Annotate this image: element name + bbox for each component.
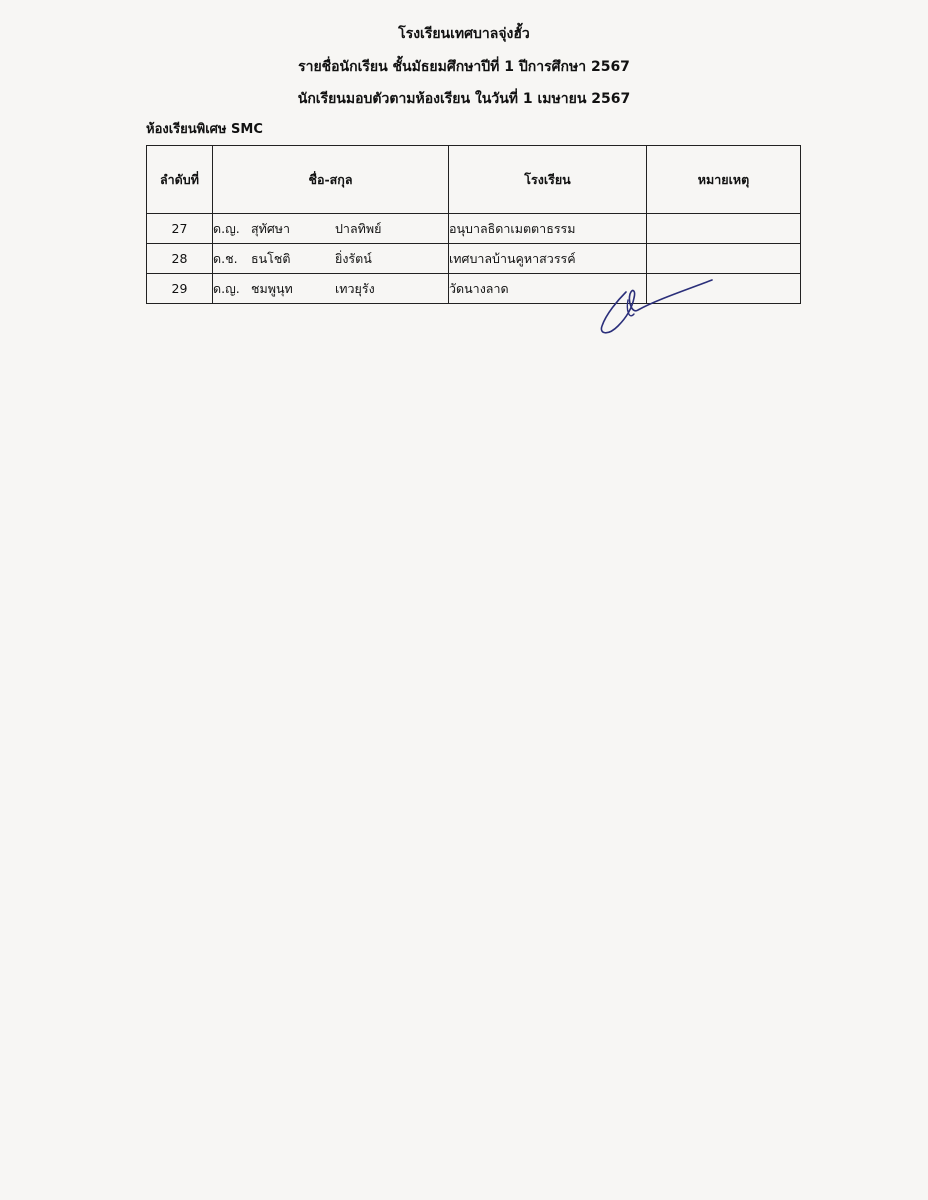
last-name: ปาลทิพย์ <box>335 220 382 236</box>
handwritten-signature <box>596 270 718 340</box>
cell-school: วัดนางลาด <box>449 274 647 304</box>
cell-no: 28 <box>147 244 213 274</box>
table-row <box>147 214 801 244</box>
table-row <box>147 244 801 274</box>
column-header-name: ชื่อ-สกุล <box>213 146 449 214</box>
column-header-note: หมายเหตุ <box>647 146 801 214</box>
cell-school: อนุบาลธิดาเมตตาธรรม <box>449 214 647 244</box>
name-prefix: ด.ญ. <box>213 280 240 296</box>
column-header-no: ลำดับที่ <box>147 146 213 214</box>
cell-name <box>213 214 449 244</box>
first-name: ธนโชติ <box>251 250 291 266</box>
room-label: ห้องเรียนพิเศษ SMC <box>146 122 263 137</box>
cell-note <box>647 214 801 244</box>
last-name: เทวยุรัง <box>335 280 375 296</box>
table-header-row <box>147 146 801 214</box>
school-title: โรงเรียนเทศบาลจุ่งฮั้ว <box>398 26 530 42</box>
cell-name <box>213 274 449 304</box>
report-title: นักเรียนมอบตัวตามห้องเรียน ในวันที่ 1 เมษายน 2567 <box>297 91 631 107</box>
cell-note <box>647 244 801 274</box>
name-prefix: ด.ช. <box>213 250 238 266</box>
cell-name <box>213 244 449 274</box>
cell-no: 29 <box>147 274 213 304</box>
cell-school: เทศบาลบ้านคูหาสวรรค์ <box>449 244 647 274</box>
name-prefix: ด.ญ. <box>213 220 240 236</box>
cell-no: 27 <box>147 214 213 244</box>
first-name: สุทัศษา <box>251 220 291 236</box>
first-name: ชมพูนุท <box>251 280 293 296</box>
signature-stroke <box>601 280 712 333</box>
list-title: รายชื่อนักเรียน ชั้นมัธยมศึกษาปีที่ 1 ปีการศึกษา 2567 <box>298 59 630 75</box>
last-name: ยิ่งรัตน์ <box>335 250 372 266</box>
column-header-school: โรงเรียน <box>449 146 647 214</box>
